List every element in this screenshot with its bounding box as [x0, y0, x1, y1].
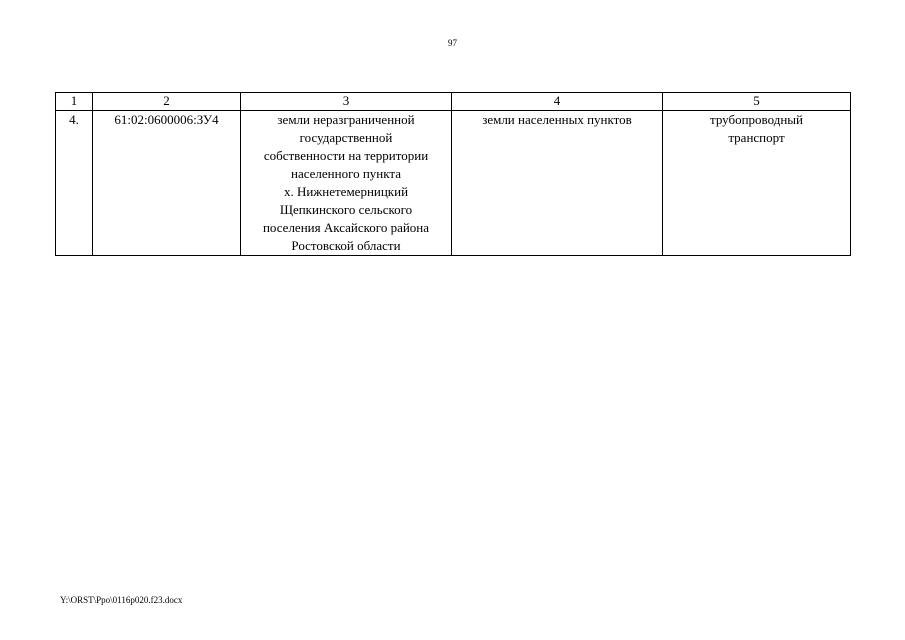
land-category-line: земли неразграниченной [277, 112, 415, 127]
footer-file-path: Y:\ORST\Ppo\0116p020.f23.docx [60, 595, 183, 605]
land-category-line: Ростовской области [291, 238, 401, 253]
header-col-3: 3 [241, 93, 452, 111]
permitted-use-cell [663, 111, 851, 256]
table-row [56, 111, 851, 256]
land-category-cell [241, 111, 452, 256]
land-plots-table [55, 92, 851, 256]
land-category-line: поселения Аксайского района [262, 220, 430, 235]
row-number: 4. [56, 111, 93, 256]
table-header-row [56, 93, 851, 111]
land-category-line: населенного пункта [290, 166, 402, 181]
permitted-use-line: трубопроводный [709, 112, 803, 127]
header-col-1: 1 [56, 93, 93, 111]
header-col-4: 4 [452, 93, 663, 111]
permitted-use-line: транспорт [728, 130, 785, 145]
land-category-line: государственной [299, 130, 393, 145]
cadastral-number: 61:02:0600006:ЗУ4 [93, 111, 241, 256]
header-col-5: 5 [663, 93, 851, 111]
land-category-line: собственности на территории [263, 148, 429, 163]
page-number: 97 [448, 38, 457, 48]
land-category-line: Щепкинского сельского [279, 202, 413, 217]
land-category-line: х. Нижнетемерницкий [283, 184, 409, 199]
header-col-2: 2 [93, 93, 241, 111]
land-type: земли населенных пунктов [452, 111, 663, 256]
